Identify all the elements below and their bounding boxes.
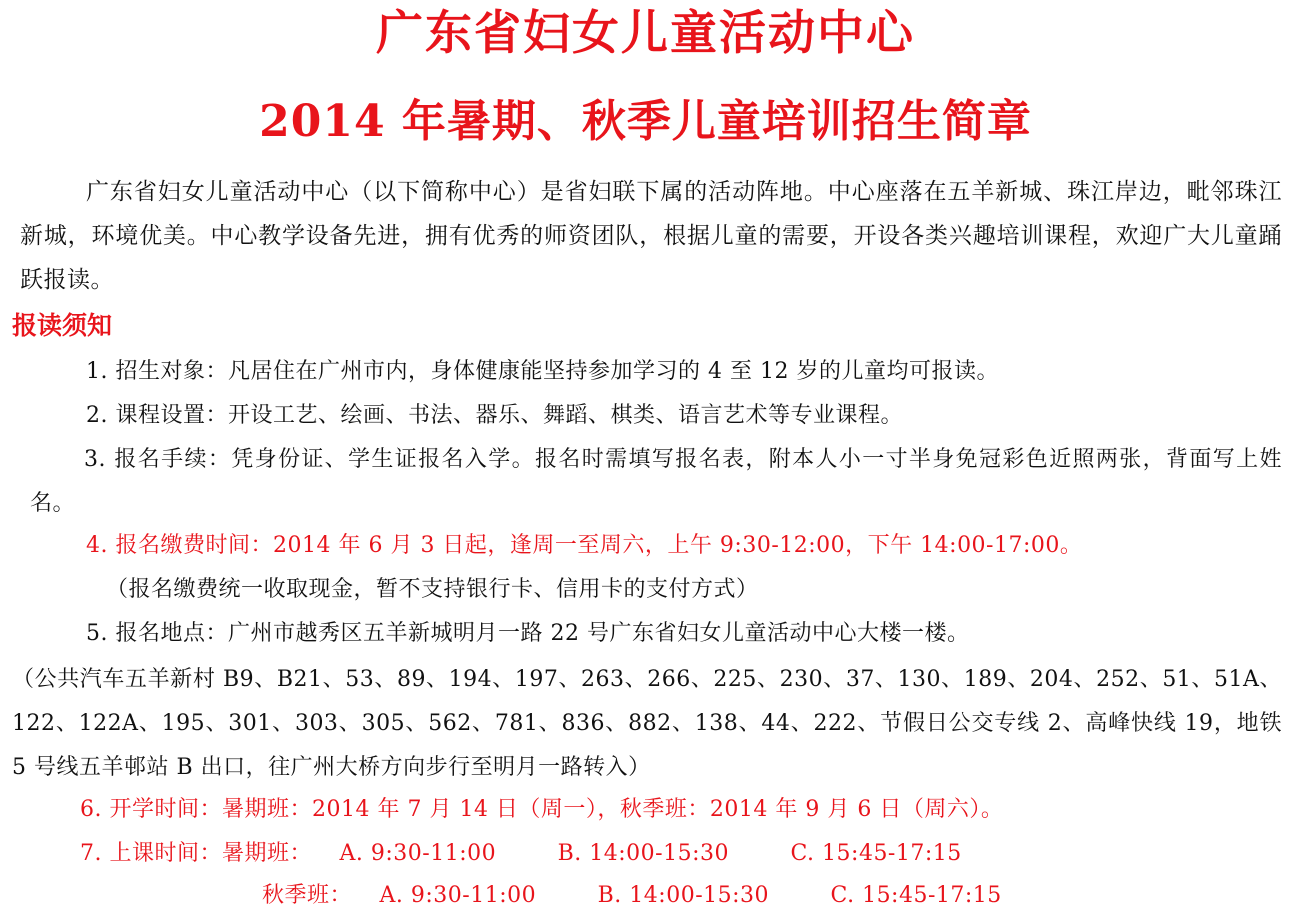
notice-item-2: 2. 课程设置：开设工艺、绘画、书法、器乐、舞蹈、棋类、语言艺术等专业课程。 <box>86 403 903 428</box>
notice-item-5: 5. 报名地点：广州市越秀区五羊新城明月一路 22 号广东省妇女儿童活动中心大楼一楼。 <box>86 621 970 646</box>
notice-item-7-summer <box>80 834 962 874</box>
summer-slot-a: A. 9:30-11:00 <box>339 841 497 866</box>
notice-item-5-transport: （公共汽车五羊新村 B9、B21、53、89、194、197、263、266、225、230、37、130、189、204、252、51、51A、122、122A、195、301、303、305、562、781、836、882、138、44、222、节假日公交专线 2、高峰快线 19，地铁 5 号线五羊邨站 B 出口，往广州大桥方向步行至明月一路转入） <box>12 667 1282 780</box>
notice-heading: 报读须知 <box>12 311 113 340</box>
page-subtitle: 2014 年暑期、秋季儿童培训招生简章 <box>259 96 1032 147</box>
page-title: 广东省妇女儿童活动中心 <box>376 6 915 61</box>
notice-item-1: 1. 招生对象：凡居住在广州市内，身体健康能坚持参加学习的 4 至 12 岁的儿童均可报读。 <box>86 359 999 384</box>
autumn-slot-a: A. 9:30-11:00 <box>379 883 537 908</box>
intro-paragraph: 广东省妇女儿童活动中心（以下简称中心）是省妇联下属的活动阵地。中心座落在五羊新城、珠江岸边，毗邻珠江新城，环境优美。中心教学设备先进，拥有优秀的师资团队，根据儿童的需要，开设各类兴趣培训课程，欢迎广大儿童踊跃报读。 <box>20 179 1282 293</box>
summer-slot-c: C. 15:45-17:15 <box>790 841 962 866</box>
notice-item-6: 6. 开学时间：暑期班：2014 年 7 月 14 日（周一），秋季班：2014 年 9 月 6 日（周六）。 <box>80 797 1004 822</box>
notice-item-7-autumn <box>262 876 1002 916</box>
autumn-label: 秋季班： <box>262 883 353 908</box>
autumn-slot-b: B. 14:00-15:30 <box>597 883 770 908</box>
notice-item-4: 4. 报名缴费时间：2014 年 6 月 3 日起，逢周一至周六，上午 9:30-12:00，下午 14:00-17:00。 <box>86 533 1083 558</box>
notice-item-4-note: （报名缴费统一收取现金，暂不支持银行卡、信用卡的支付方式） <box>106 577 759 602</box>
summer-slot-b: B. 14:00-15:30 <box>557 841 729 866</box>
autumn-slot-c: C. 15:45-17:15 <box>830 883 1002 908</box>
notice-item-3: 3. 报名手续：凭身份证、学生证报名入学。报名时需填写报名表，附本人小一寸半身免冠彩色近照两张，背面写上姓名。 <box>30 447 1282 516</box>
class-time-label: 7. 上课时间：暑期班： <box>80 841 312 866</box>
